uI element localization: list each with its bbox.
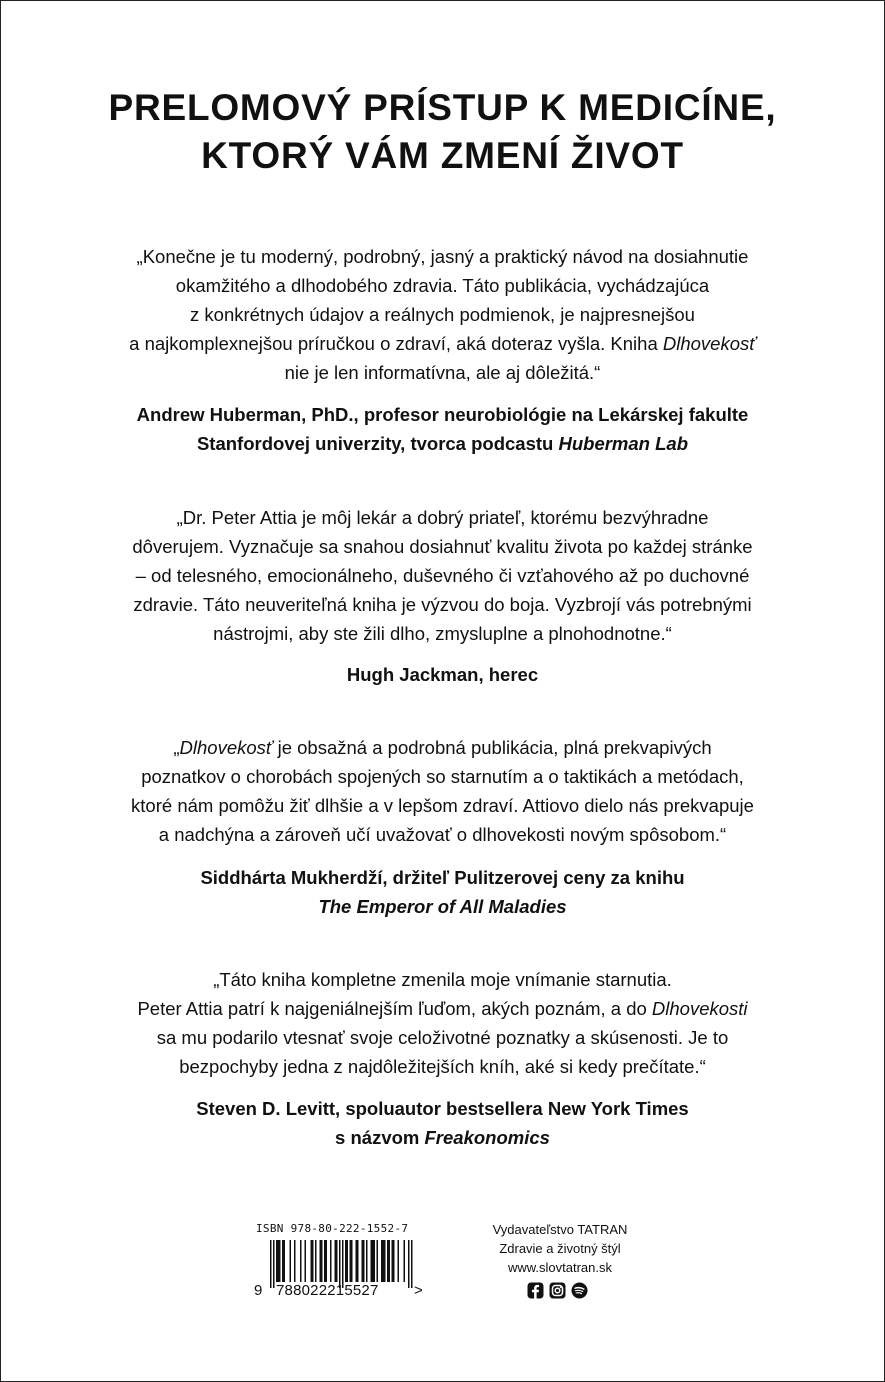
barcode-bar [408,1240,410,1288]
barcode-bar [276,1240,278,1282]
headline [0,84,885,180]
barcode-bar [372,1240,374,1282]
barcode-bar [374,1240,376,1282]
blurb-2-attribution [60,660,825,689]
barcode-bar [351,1240,353,1282]
social-icons [527,1282,588,1299]
barcode-bar [339,1240,341,1288]
barcode-bar [362,1240,364,1282]
barcode-bar [324,1240,326,1282]
barcode-bar [300,1240,302,1282]
barcode-bar [342,1240,344,1288]
barcode-bar [321,1240,323,1282]
barcode-bar [312,1240,314,1282]
barcode-bar [411,1240,413,1288]
barcode-bar [330,1240,332,1282]
quote-line: a najkomplexnejšou príručkou o zdraví, aká doteraz vyšla. Kniha Dlhovekosť [129,333,756,354]
barcode-bar [366,1240,368,1282]
isbn-label: ISBN 978-80-222-1552-7 [256,1222,409,1235]
barcode-bar [284,1240,286,1282]
barcode-bar [389,1240,391,1282]
barcode-bar [398,1240,400,1282]
publisher-info [470,1220,650,1277]
barcode-bar [387,1240,389,1282]
headline-line-2: KTORÝ VÁM ZMENÍ ŽIVOT [201,135,684,176]
quote-line: sa mu podarilo vtesnať svoje celoživotné poznatky a skúsenosti. Je to [156,1027,729,1048]
quote-line: „Dr. Peter Attia je môj lekár a dobrý priateľ, ktorému bezvýhradne [176,507,709,528]
barcode-bar [345,1240,347,1282]
barcode-bar [335,1240,337,1282]
blurb-3-quote [60,733,825,849]
attribution-line: Stanfordovej univerzity, tvorca podcastu Huberman Lab [196,433,689,454]
barcode-bar [384,1240,386,1282]
barcode-bar [404,1240,406,1282]
quote-line: ktoré nám pomôžu žiť dlhšie a v lepšom zdraví. Attiovo dielo nás prekvapuje [131,795,754,816]
blurb-1-attribution [60,400,825,458]
barcode-bar [320,1240,322,1282]
book-title: Dlhovekosť [179,737,273,758]
quote-line: okamžitého a dlhodobého zdravia. Táto publikácia, vychádzajúca [175,275,710,296]
barcode-bar [326,1240,328,1282]
instagram-icon[interactable] [549,1282,566,1299]
quote-line: nie je len informatívna, ale aj dôležitá.“ [284,362,601,383]
book-title: Freakonomics [424,1127,550,1148]
headline-line-1: PRELOMOVÝ PRÍSTUP K MEDICÍNE, [108,87,777,128]
attribution-line: s názvom Freakonomics [335,1127,550,1148]
blurb-1-quote [60,242,825,387]
blurb-2-quote [60,503,825,648]
ean-first-digit: 9 [254,1282,263,1299]
isbn-barcode [252,1218,432,1302]
publisher-series: Zdravie a životný štýl [499,1241,621,1256]
ean-digits-rest: 788022215527 [276,1282,379,1299]
book-title: The Emperor of All Maladies [318,896,567,917]
barcode-bar [383,1240,385,1282]
ean-quiet-zone-marker: > [414,1282,423,1299]
barcode-bar [273,1240,275,1288]
barcode-bar [363,1240,365,1282]
barcode-bar [311,1240,313,1282]
barcode-bar [381,1240,383,1282]
quote-line: poznatkov o chorobách spojených so starnutím a o taktikách a metódach, [141,766,744,787]
blurb-4-attribution [60,1094,825,1152]
barcode-bar [294,1240,296,1282]
barcode-bar [392,1240,394,1282]
barcode-bar [371,1240,373,1282]
quote-line: Peter Attia patrí k najgeniálnejším ľuďom, akých poznám, a do Dlhovekosti [137,998,748,1019]
barcode-bar [350,1240,352,1282]
quote-line: „Táto kniha kompletne zmenila moje vnímanie starnutia. [213,969,672,990]
attribution-line: Andrew Huberman, PhD., profesor neurobiológie na Lekárskej fakulte [136,404,749,425]
quote-line: nástrojmi, aby ste žili dlho, zmysluplne a plnohodnotne.“ [213,623,672,644]
blurb-3-attribution [60,863,825,921]
book-title: Dlhovekosti [651,998,748,1019]
facebook-icon[interactable] [527,1282,544,1299]
quote-line: bezpochyby jedna z najdôležitejších kníh, aké si kedy prečítate.“ [179,1056,706,1077]
publisher-website[interactable]: www.slovtatran.sk [507,1260,613,1275]
quote-line: zdravie. Táto neuveriteľná kniha je výzvou do boja. Vyzbrojí vás potrebnými [133,594,752,615]
barcode-bar [336,1240,338,1282]
spotify-icon[interactable] [571,1282,588,1299]
barcode-bar [278,1240,280,1282]
barcode-bar [270,1240,272,1288]
publisher-name: Vydavateľstvo TATRAN [492,1222,628,1237]
barcode-bar [305,1240,307,1282]
attribution-line [60,892,825,921]
quote-line: „Konečne je tu moderný, podrobný, jasný a praktický návod na dosiahnutie [136,246,749,267]
barcode-bar [315,1240,317,1282]
barcode-bar [357,1240,359,1282]
barcode-bars [270,1240,420,1288]
quote-line: dôverujem. Vyznačuje sa snahou dosiahnuť kvalitu života po každej stránke [132,536,753,557]
barcode-bar [279,1240,281,1282]
barcode-bar [377,1240,379,1282]
podcast-title: Huberman Lab [558,433,689,454]
barcode-bar [393,1240,395,1282]
barcode-bar [290,1240,292,1282]
barcode-bar [347,1240,349,1282]
quote-line: z konkrétnych údajov a reálnych podmienok, je najpresnejšou [190,304,695,325]
barcode-bar [282,1240,284,1282]
quote-line: – od telesného, emocionálneho, duševného či vzťahového až po duchovné [135,565,750,586]
blurb-4-quote [60,965,825,1081]
attribution-line: Hugh Jackman, herec [346,664,539,685]
quote-line: „Dlhovekosť je obsažná a podrobná publikácia, plná prekvapivých [173,737,712,758]
barcode-bar [356,1240,358,1282]
attribution-line: Steven D. Levitt, spoluautor bestsellera New York Times [196,1098,689,1119]
attribution-line: Siddhárta Mukherdží, držiteľ Pulitzerovej ceny za knihu [200,867,685,888]
book-title: Dlhovekosť [662,333,756,354]
quote-line: a nadchýna a zároveň učí uvažovať o dlhovekosti novým spôsobom.“ [158,824,727,845]
